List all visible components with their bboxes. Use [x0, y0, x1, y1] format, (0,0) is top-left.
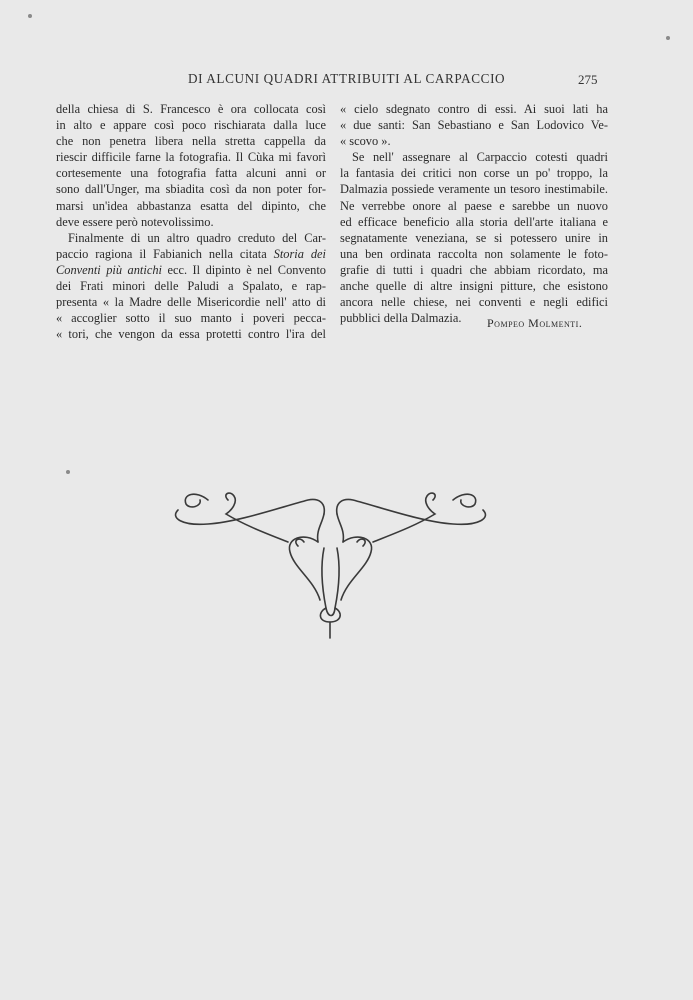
text-run: paccio ragiona il Fabianich nella citata [56, 246, 274, 261]
text-line: segnatamente veneziana, se si potessero unire in [340, 230, 608, 245]
text-run: ecc. Il dipinto è nel Convento [161, 262, 326, 277]
text-line: deve essere però notevolissimo. [56, 214, 214, 229]
text-line: ed efficace beneficio alla storia dell'arte italiana e [340, 214, 608, 229]
text-line: la fantasia dei critici non corse un po' troppo, la [340, 166, 608, 181]
text-line: sono dall'Unger, ma sbiadita così da non poter for- [56, 182, 326, 197]
text-line: in alto e appare così poco rischiarata dalla luce [56, 118, 326, 133]
text-line: della chiesa di S. Francesco è ora collocata così [56, 102, 326, 116]
paper-speck [28, 14, 32, 18]
text-line: marsi un'idea abbastanza esatta del dipinto, che [56, 198, 326, 213]
paper-speck [66, 470, 70, 474]
text-line: riescir difficile farne la fotografia. Il Cùka mi favorì [56, 150, 326, 165]
running-title: DI ALCUNI QUADRI ATTRIBUITI AL CARPACCIO [188, 71, 506, 86]
page-number: 275 [578, 72, 598, 87]
text-line: « due santi: San Sebastiano e San Lodovico Ve- [340, 118, 608, 133]
text-line: Dalmazia possiede veramente un tesoro inestimabile. [340, 182, 608, 197]
text-line: cortesemente una fotografia fatta alcuni anni or [56, 166, 326, 181]
text-line: « scovo ». [340, 134, 391, 149]
text-line: Ne verrebbe onore al paese e sarebbe un nuovo [340, 198, 608, 213]
text-line: una ben ordinata raccolta non solamente le foto- [340, 246, 608, 261]
right-column [340, 101, 608, 326]
text-line: « tori, che vengon da essa protetti contro l'ira del [56, 327, 326, 342]
text-line: che non penetra libera nella stretta cappella da [56, 134, 326, 149]
text-line: Se nell' assegnare al Carpaccio cotesti quadri [352, 150, 608, 165]
text-line: presenta « la Madre delle Misericordie nell' atto di [56, 295, 326, 310]
text-line [56, 246, 326, 262]
text-line: Finalmente di un altro quadro creduto del Car- [68, 230, 326, 245]
text-line: « accoglier sotto il suo manto i poveri pecca- [56, 311, 326, 326]
text-line: pubblici della Dalmazia. [340, 311, 462, 326]
text-line: grafie di tutti i quadri che abbiam ricordato, ma [340, 262, 608, 277]
author-signature: Pompeo Molmenti. [487, 316, 583, 330]
left-column [56, 101, 326, 342]
italic-title: Storia dei [273, 246, 326, 261]
text-line: ancora nelle chiese, nei conventi e negli edifici [340, 295, 608, 310]
text-line: anche quelle di altre insigni pitture, che esistono [340, 279, 608, 294]
ornament-icon [168, 488, 493, 648]
text-line: « cielo sdegnato contro di essi. Ai suoi lati ha [340, 102, 608, 116]
paper-speck [666, 36, 670, 40]
text-line [56, 262, 326, 278]
text-line: dei Frati minori delle Paludi a Spalato, e rap- [56, 279, 326, 294]
italic-title: Conventi più antichi [56, 262, 162, 277]
